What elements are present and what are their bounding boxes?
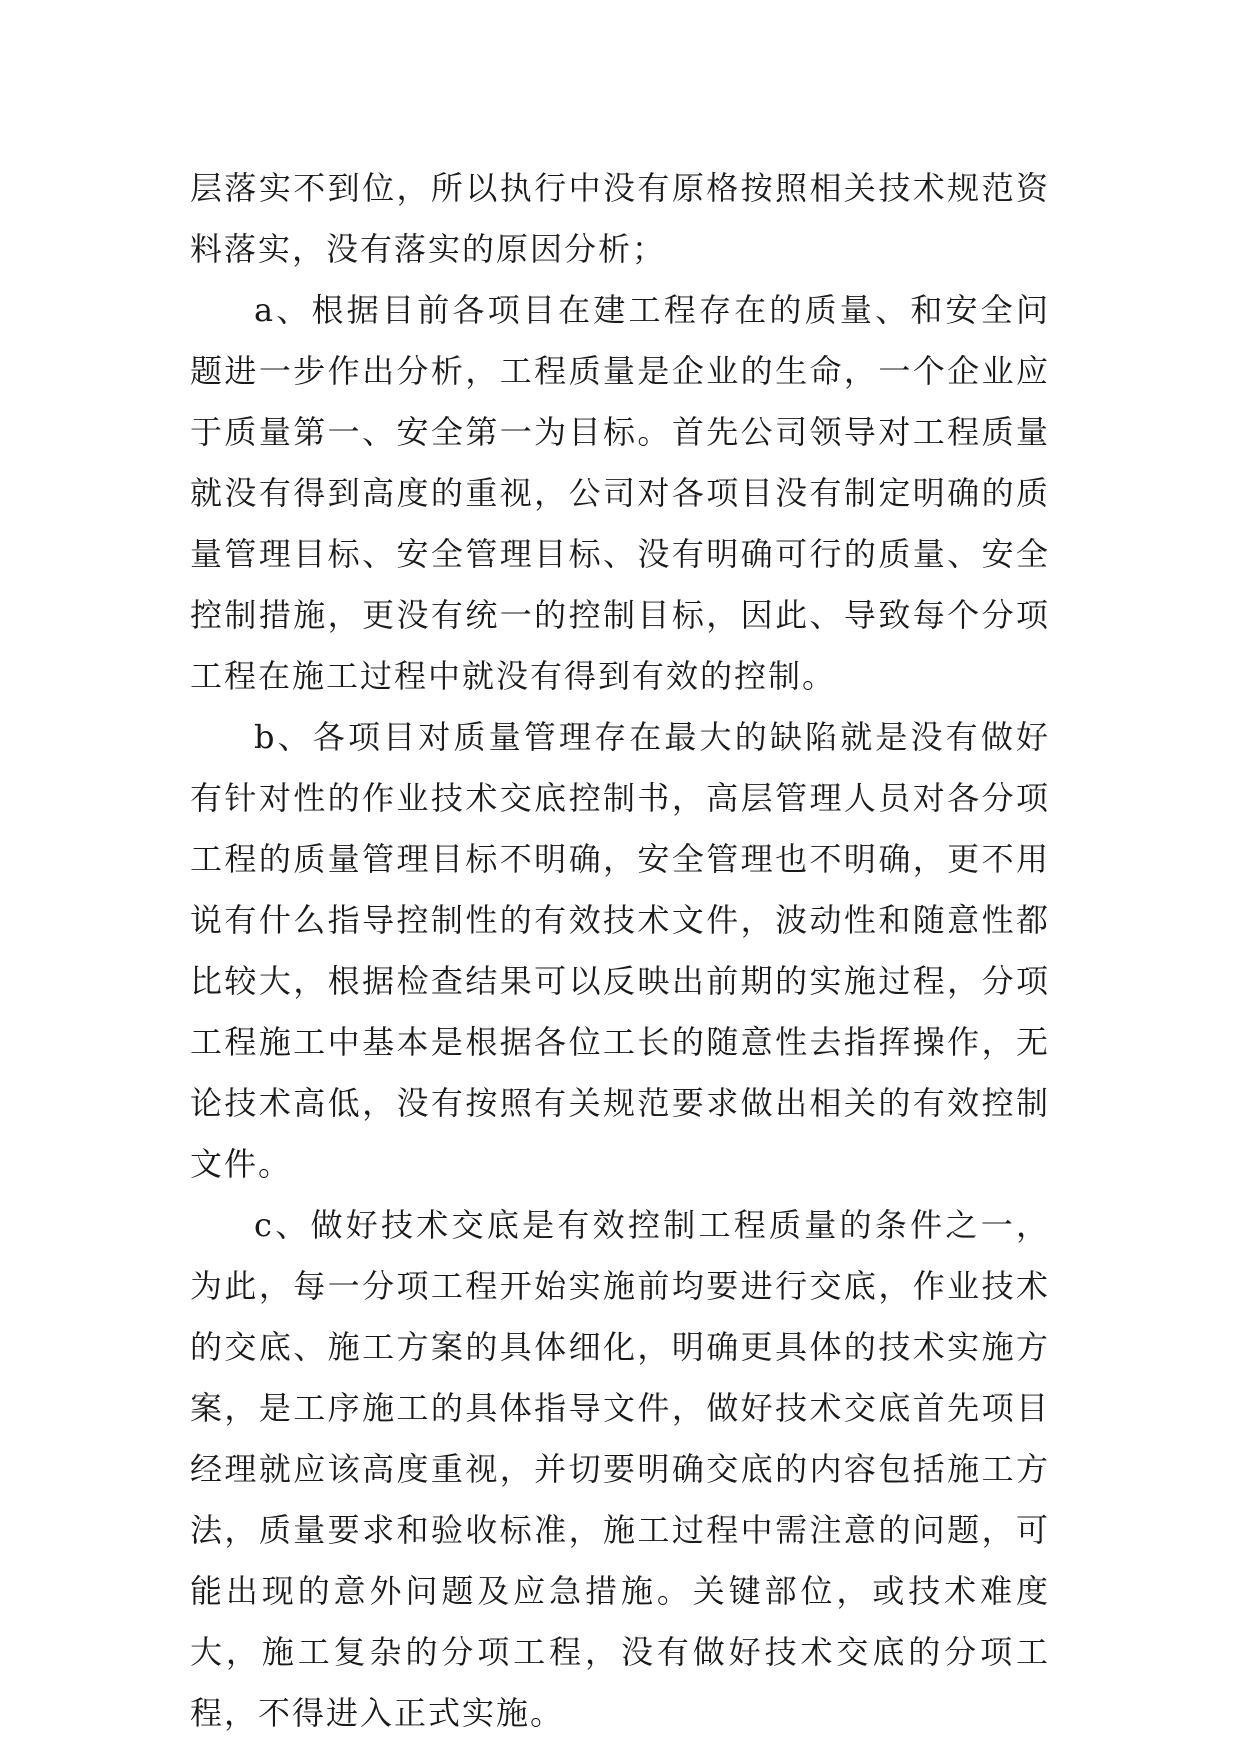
paragraph-b: b、各项目对质量管理存在最大的缺陷就是没有做好有针对性的作业技术交底控制书，高层管理人员对各分项工程的质量管理目标不明确，安全管理也不明确，更不用说有什么指导控制性的有效技术文件，波动性和随意性都比较大，根据检查结果可以反映出前期的实施过程，分项工程施工中基本是根据各位工长的随意性去指挥操作，无论技术高低，没有按照有关规范要求做出相关的有效控制文件。 bbox=[190, 718, 1050, 1183]
paragraph-a: a、根据目前各项目在建工程存在的质量、和安全问题进一步作出分析，工程质量是企业的生命，一个企业应于质量第一、安全第一为目标。首先公司领导对工程质量就没有得到高度的重视，公司对各项目没有制定明确的质量管理目标、安全管理目标、没有明确可行的质量、安全控制措施，更没有统一的控制目标，因此、导致每个分项工程在施工过程中就没有得到有效的控制。 bbox=[190, 291, 1050, 695]
paragraph-c: c、做好技术交底是有效控制工程质量的条件之一，为此，每一分项工程开始实施前均要进行交底，作业技术的交底、施工方案的具体细化，明确更具体的技术实施方案，是工序施工的具体指导文件，做好技术交底首先项目经理就应该高度重视，并切要明确交底的内容包括施工方法，质量要求和验收标准，施工过程中需注意的问题，可能出现的意外问题及应急措施。关键部位，或技术难度大，施工复杂的分项工程，没有做好技术交底的分项工程，不得进入正式实施。 bbox=[190, 1206, 1050, 1732]
paragraph-continuation: 层落实不到位，所以执行中没有原格按照相关技术规范资料落实，没有落实的原因分析； bbox=[190, 169, 1050, 268]
document-body bbox=[190, 158, 1050, 1744]
